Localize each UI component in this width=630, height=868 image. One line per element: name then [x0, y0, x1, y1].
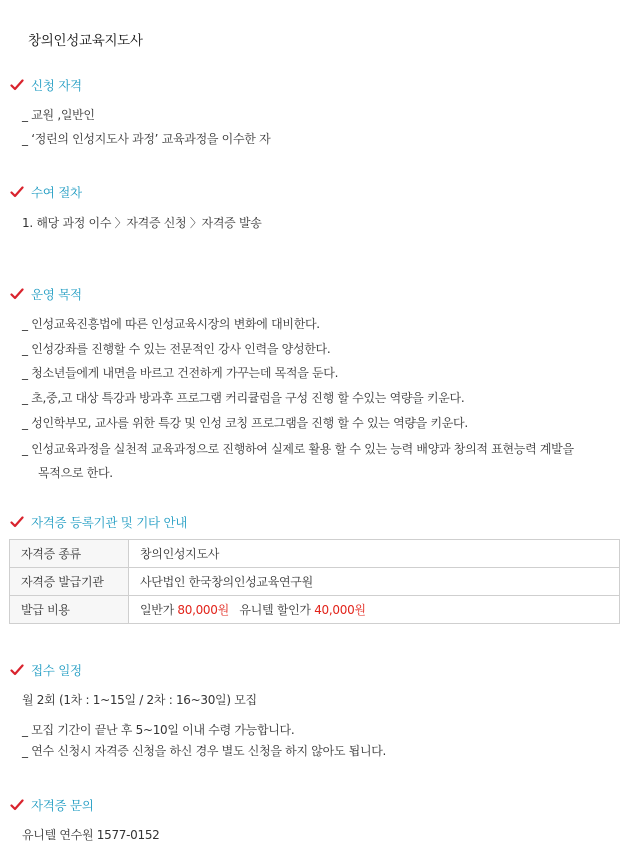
red-check-icon: [10, 78, 24, 92]
list-item: _ ‘정린의 인성지도사 과정’ 교육과정을 이수한 자: [22, 132, 271, 146]
general-price-label: 일반가: [140, 603, 178, 617]
section-heading-label: 신청 자격: [31, 78, 82, 93]
section-heading-label: 운영 목적: [31, 287, 82, 302]
section-heading-schedule: [10, 661, 82, 679]
section-heading-registry: [10, 513, 187, 531]
table-value-cell: 창의인성지도사: [129, 540, 620, 568]
red-check-icon: [10, 287, 24, 301]
list-item: _ 모집 기간이 끝난 후 5~10일 이내 수령 가능합니다.: [22, 723, 295, 737]
list-item: _ 인성교육과정을 실천적 교육과정으로 진행하여 실제로 활용 할 수 있는 능력 배양과 창의적 표현능력 계발을: [22, 442, 574, 456]
table-key-cell: 자격증 종류: [10, 540, 129, 568]
section-heading-eligibility: [10, 76, 82, 94]
table-key-cell: 발급 비용: [10, 596, 129, 624]
list-item: _ 교원 ,일반인: [22, 108, 95, 122]
list-item: _ 초,중,고 대상 특강과 방과후 프로그램 커리큘럼을 구성 진행 할 수있는 역량을 키운다.: [22, 391, 465, 405]
inquiry-contact: 유니텔 연수원 1577-0152: [22, 828, 160, 842]
discount-price-label: 유니텔 할인가: [228, 603, 315, 617]
general-price: 80,000원: [177, 603, 229, 617]
section-heading-label: 접수 일정: [31, 663, 82, 678]
schedule-summary: 월 2회 (1차 : 1~15일 / 2차 : 16~30일) 모집: [22, 693, 257, 707]
section-heading-procedure: [10, 183, 82, 201]
table-row: [10, 568, 620, 596]
list-item: _ 인성강좌를 진행할 수 있는 전문적인 강사 인력을 양성한다.: [22, 342, 331, 356]
section-heading-label: 자격증 등록기관 및 기타 안내: [31, 515, 187, 530]
table-key-cell: 자격증 발급기관: [10, 568, 129, 596]
red-check-icon: [10, 798, 24, 812]
table-row: [10, 540, 620, 568]
list-item: _ 인성교육진흥법에 따른 인성교육시장의 변화에 대비한다.: [22, 317, 320, 331]
table-row-fee: [10, 596, 620, 624]
list-item: _ 성인학부모, 교사를 위한 특강 및 인성 코칭 프로그램을 진행 할 수 있는 역량을 키운다.: [22, 416, 468, 430]
procedure-step: 1. 해당 과정 이수 〉자격증 신청 〉자격증 발송: [22, 216, 262, 230]
section-heading-label: 수여 절차: [31, 185, 82, 200]
list-item: _ 청소년들에게 내면을 바르고 건전하게 가꾸는데 목적을 둔다.: [22, 366, 339, 380]
discount-price: 40,000원: [314, 603, 366, 617]
page-title: 창의인성교육지도사: [28, 33, 143, 49]
section-heading-purpose: [10, 285, 82, 303]
certificate-info-table: [9, 539, 620, 624]
section-heading-inquiry: [10, 796, 94, 814]
fee-value-cell: [129, 596, 620, 624]
section-heading-label: 자격증 문의: [31, 798, 94, 813]
list-item: _ 연수 신청시 자격증 신청을 하신 경우 별도 신청을 하지 않아도 됩니다.: [22, 744, 387, 758]
red-check-icon: [10, 663, 24, 677]
table-value-cell: 사단법인 한국창의인성교육연구원: [129, 568, 620, 596]
red-check-icon: [10, 515, 24, 529]
red-check-icon: [10, 185, 24, 199]
list-item-continuation: 목적으로 한다.: [38, 466, 113, 480]
